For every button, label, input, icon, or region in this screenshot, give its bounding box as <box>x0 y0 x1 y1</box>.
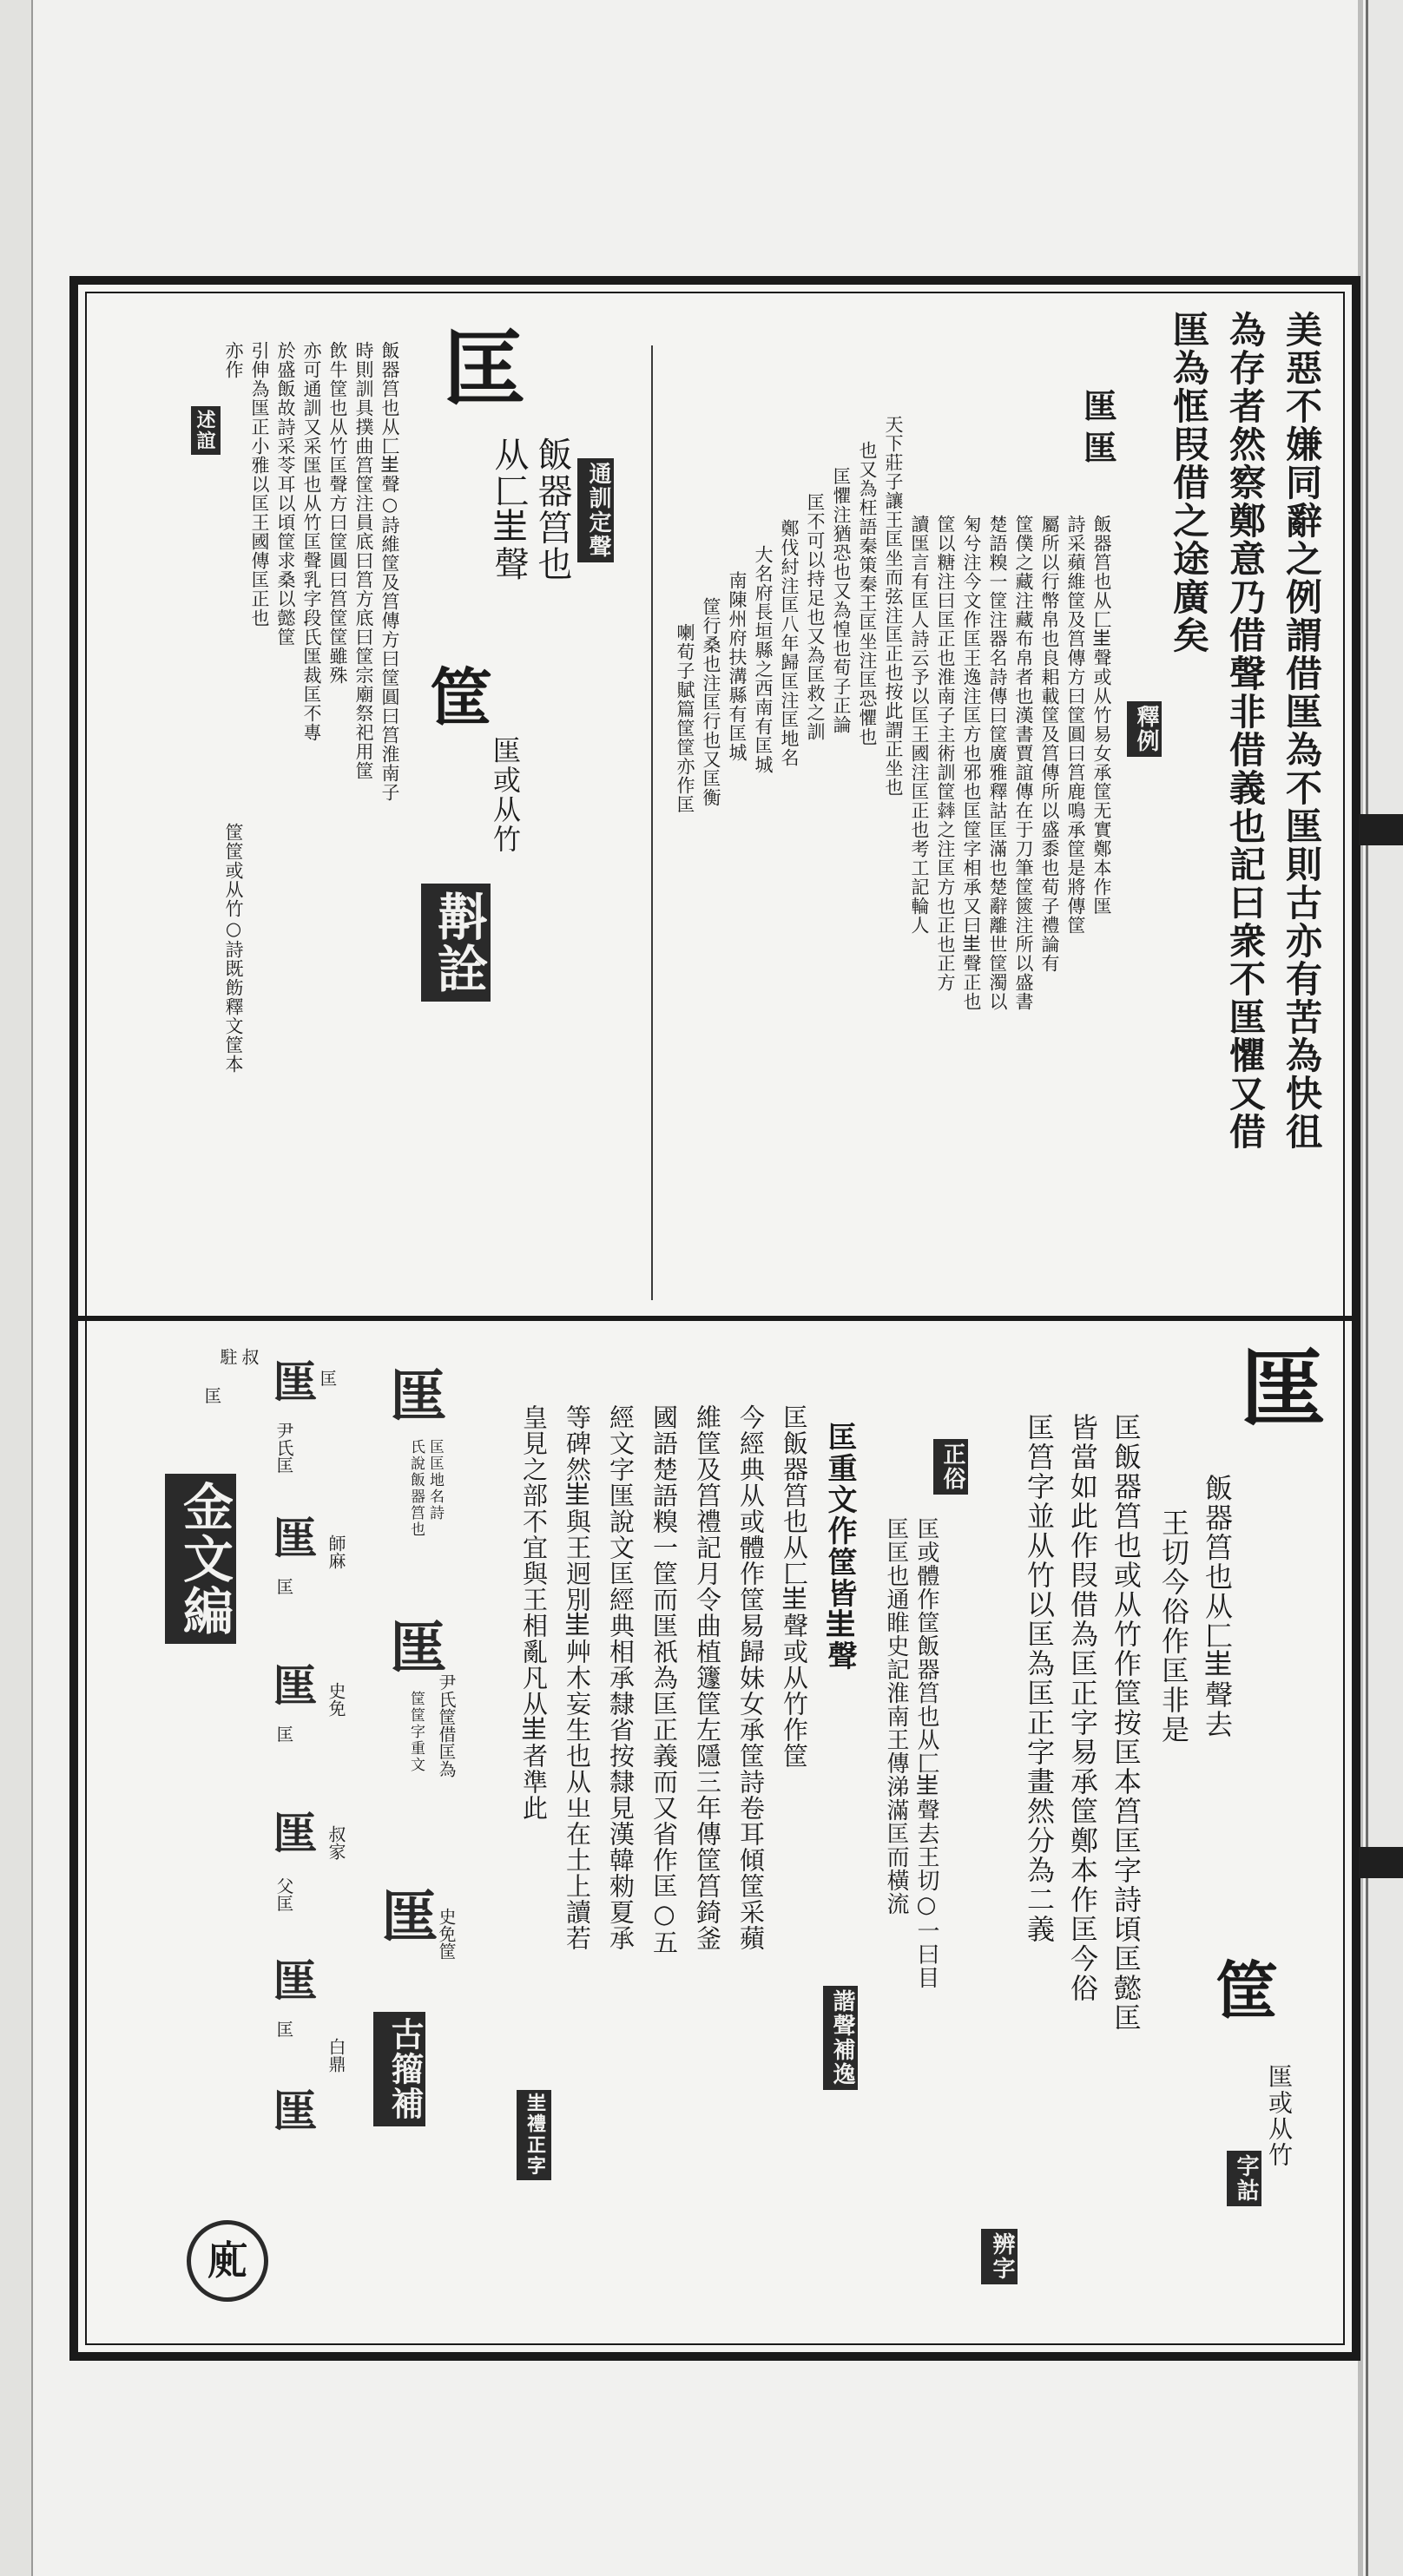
jinwen-seal-6: 匩 <box>273 2086 318 2137</box>
label-tongxun: 通訓定聲 <box>577 458 614 562</box>
xiesheng-col-1: 匡重文作筐皆𡉚聲 <box>822 1422 857 1672</box>
jinwen-seal-1: 匩 <box>273 1357 318 1408</box>
guzhou-seal-3: 匩 <box>382 1885 438 1950</box>
label-zhengsu: 正俗 <box>933 1439 968 1495</box>
headword-upper-a: 匩 <box>1078 389 1117 422</box>
label-zhouli-zi: 𡉚禮正字 <box>517 2090 551 2180</box>
tongxun-col-9: 喇荀子賦篇筐筐亦作匡 <box>675 623 695 814</box>
column-rule <box>651 345 653 1300</box>
headword-upper: 匡 <box>443 320 526 418</box>
jinwen-cap-9: 匡 <box>273 2021 294 2038</box>
jiaoquan-col-2: 詩采蘋維筐及筥傳方曰筐圓曰筥鹿鳴承筐是將傳筐 <box>1065 515 1086 935</box>
tongxun-col-4: 匡不可以持足也又為匡救之訓 <box>805 493 826 741</box>
label-zigu: 字詁 <box>1227 2151 1261 2206</box>
xiesheng-col-3: 今經典从或體作筐易歸妹女承筐詩卷耳傾筐采蘋 <box>736 1404 766 1951</box>
main-col-1: 匡飯器筥也或从竹作筐按匡本筥匡字詩頃匡懿匡 <box>1110 1413 1143 2033</box>
variant-note-upper: 匩或从竹 <box>489 736 522 854</box>
zhengsu-col-2: 匡匡也通睢史記淮南王傳涕滿匡而橫流 <box>883 1517 909 1916</box>
headword-lower: 匩 <box>1242 1340 1325 1438</box>
guzhou-cap-b: 史免筐 <box>436 1908 457 1960</box>
tongxun-col-1: 天下莊子讓王匡坐而弦注匡正也按此謂正坐也 <box>883 415 904 797</box>
main-col-2: 皆當如此作叚借為匡正字易承筐鄭本作匡今俗 <box>1066 1413 1099 2003</box>
jinwen-cap-4: 師麻 <box>326 1534 346 1569</box>
xiesheng-col-4: 維筐及筥禮記月令曲植籧筐左隱三年傳筐筥錡釜 <box>693 1404 722 1951</box>
jinwen-cap-5: 匡 <box>273 1725 294 1743</box>
tongxun-col-8: 筐行桑也注匡行也又匡衡 <box>701 597 721 807</box>
jinwen-top-cap-1: 匡 <box>201 1387 222 1404</box>
fanqie-lower: 王切今俗作匡非是 <box>1157 1508 1190 1745</box>
definition-upper: 飯器筥也 <box>532 437 572 582</box>
left-col-5: 於盛飯故詩采苓耳以頃筐求桑以懿筐 <box>275 341 296 647</box>
page-tab-upper <box>1359 814 1403 845</box>
label-shili: 釋例 <box>1127 701 1162 757</box>
jiaoquan-col-4: 筐僕之藏注藏布帛者也漢書賈誼傳在于刀筆筐篋注所以盛書 <box>1013 515 1034 1011</box>
jinwen-cap-2: 尹氏匡 <box>273 1422 294 1474</box>
left-col-7: 亦作 <box>223 341 244 379</box>
tongxun-col-7: 南陳州府扶溝縣有匡城 <box>727 571 748 762</box>
guzhou-seal-2: 匩 <box>391 1616 446 1681</box>
jinwen-seal-2: 匩 <box>273 1513 318 1564</box>
guzhou-cap-a: 尹氏筐借匡為 <box>436 1673 457 1778</box>
jiaoquan-col-5: 楚語糗一筐注器名詩傳曰筐廣雅釋詁匡滿也楚辭離世筐濁以 <box>987 515 1008 1011</box>
jiaoquan-col-6: 匊兮注今文作匡王逸注匡方也邪也匡筐字相承又曰𡉚聲正也 <box>961 515 982 1011</box>
jinwen-cap-10: 白鼎 <box>326 2038 346 2073</box>
shili-col-2: 為存者然察鄭意乃借聲非借義也記曰衆不匩懼又借 <box>1224 311 1267 1151</box>
jinwen-seal-4: 匩 <box>273 1808 318 1859</box>
jinwen-seal-5: 匩 <box>273 1955 318 2007</box>
left-col-6: 引伸為匩正小雅以匡王國傳匡正也 <box>249 341 270 628</box>
jinwen-top-cap-3: 駐 <box>217 1348 238 1365</box>
zhengsu-col-1: 匡或體作筐飯器筥也从匚𡉚聲去王切○一曰目 <box>913 1517 939 1989</box>
left-col-4: 亦可通訓又采匩也从竹匡聲乳字段氏匩裁匡不專 <box>301 341 322 742</box>
jiaoquan-col-8: 讀匩言有匡人詩云予以匡王國注匡正也考工記輪人 <box>909 515 930 935</box>
guzhou-col-3: 筐筐字重文 <box>407 1691 425 1773</box>
variant-note-lower: 匩或从竹 <box>1265 2064 1294 2168</box>
main-col-3: 匡筥字並从竹以匡為匡正字畫然分為二義 <box>1023 1413 1056 1944</box>
jinwen-cap-7: 叔家 <box>326 1825 346 1860</box>
jiaoquan-col-3: 屬所以行幣帛也良耜載筐及筥傳所以盛黍也荀子禮論有 <box>1039 515 1060 973</box>
left-col-3: 飲牛筐也从竹匡聲方曰筐圓曰筥筐筐雖殊 <box>327 341 348 685</box>
jiaoquan-col-7: 筐以糖注曰匡正也淮南子主術訓筐𦆽之注匡方也正也正方 <box>935 515 956 992</box>
variant-char-upper: 筐 <box>430 660 493 734</box>
jinwen-cap-8: 父匡 <box>273 1877 294 1912</box>
xiesheng-col-7: 等碑然𡉚與王迥別𡉚艸木妄生也从㞢在土上讀若 <box>563 1404 592 1951</box>
shuowen-line-upper: 从匚𡉚聲 <box>489 437 529 582</box>
xiesheng-col-8: 皇見之部不宜與王相亂凡从𡉚者準此 <box>519 1404 549 1821</box>
jinwen-top-cap-2: 叔 <box>239 1348 260 1365</box>
page-left-edge <box>0 0 33 2576</box>
tongxun-col-5: 鄭伐紂注匡八年歸匡注匡地名 <box>779 519 800 767</box>
jinwen-cap-1: 匡 <box>317 1370 338 1387</box>
page-right-edge <box>1366 0 1403 2576</box>
shili-col-3: 匩為恇叚借之途廣矣 <box>1168 311 1210 654</box>
jinwen-cap-3: 匡 <box>273 1578 294 1595</box>
xiesheng-col-2: 匡飯器筥也从匚𡉚聲或从竹作筐 <box>780 1404 809 1769</box>
page-tab-lower <box>1359 1847 1403 1878</box>
headword-upper-b: 匩 <box>1078 430 1117 463</box>
left-col-1: 飯器筥也从匚𡉚聲○詩維筐及筥傳方曰筐圓曰筥淮南子 <box>379 341 400 802</box>
label-juzhu: 斠詮 <box>421 884 491 1002</box>
jiaoquan-col-1: 飯器筥也从匚𡉚聲或从竹易女承筐无實鄭本作匩 <box>1091 515 1112 916</box>
xiesheng-col-6: 經文字匩說文匡經典相承隸省按隸見漢韓勑夏承 <box>606 1404 636 1951</box>
xiesheng-col-5: 國語楚語糗一筐而匩祇為匡正義而又省作匡○五 <box>649 1404 679 1955</box>
shili-col-1: 美惡不嫌同辭之例謂借匩為不匩則古亦有苦為快徂 <box>1281 311 1323 1151</box>
tongxun-col-2: 也又為枉語秦策秦王匡坐注匡恐懼也 <box>857 441 878 746</box>
left-col-2: 時則訓具撲曲筥筐注員底曰筥方底曰筐宗廟祭祀用筐 <box>353 341 374 780</box>
guzhou-col-2: 氏說飯器筥也 <box>407 1439 425 1538</box>
circle-seal: 𢈗 <box>187 2220 268 2302</box>
label-xiesheng-bu: 諧聲補逸 <box>823 1986 858 2090</box>
jinwen-seal-3: 匩 <box>273 1660 318 1712</box>
definition-head-lower: 飯器筥也从匚𡉚聲去 <box>1201 1474 1234 1739</box>
guzhou-seal-1: 匩 <box>391 1364 446 1429</box>
tongxun-col-3: 匡懼注猶恐也又為惶也荀子正論 <box>831 467 852 734</box>
guzhou-col-1: 匡匡地名詩 <box>426 1439 444 1521</box>
label-bianzi: 辨字 <box>981 2229 1018 2284</box>
left-tail-col: 筐筐或从竹○詩既飭釋文筐本 <box>223 823 244 1074</box>
section-divider <box>78 1316 1352 1321</box>
page-frame <box>69 276 1360 2361</box>
variant-char-lower: 筐 <box>1215 1954 1279 2027</box>
label-jinwen-bian: 金文編 <box>165 1474 236 1644</box>
label-guzhou-bu: 古籀補 <box>373 2012 425 2126</box>
label-shuyi: 述誼 <box>191 406 221 455</box>
jinwen-cap-6: 史免 <box>326 1682 346 1717</box>
tongxun-col-6: 大名府長垣縣之西南有匡城 <box>753 545 774 774</box>
